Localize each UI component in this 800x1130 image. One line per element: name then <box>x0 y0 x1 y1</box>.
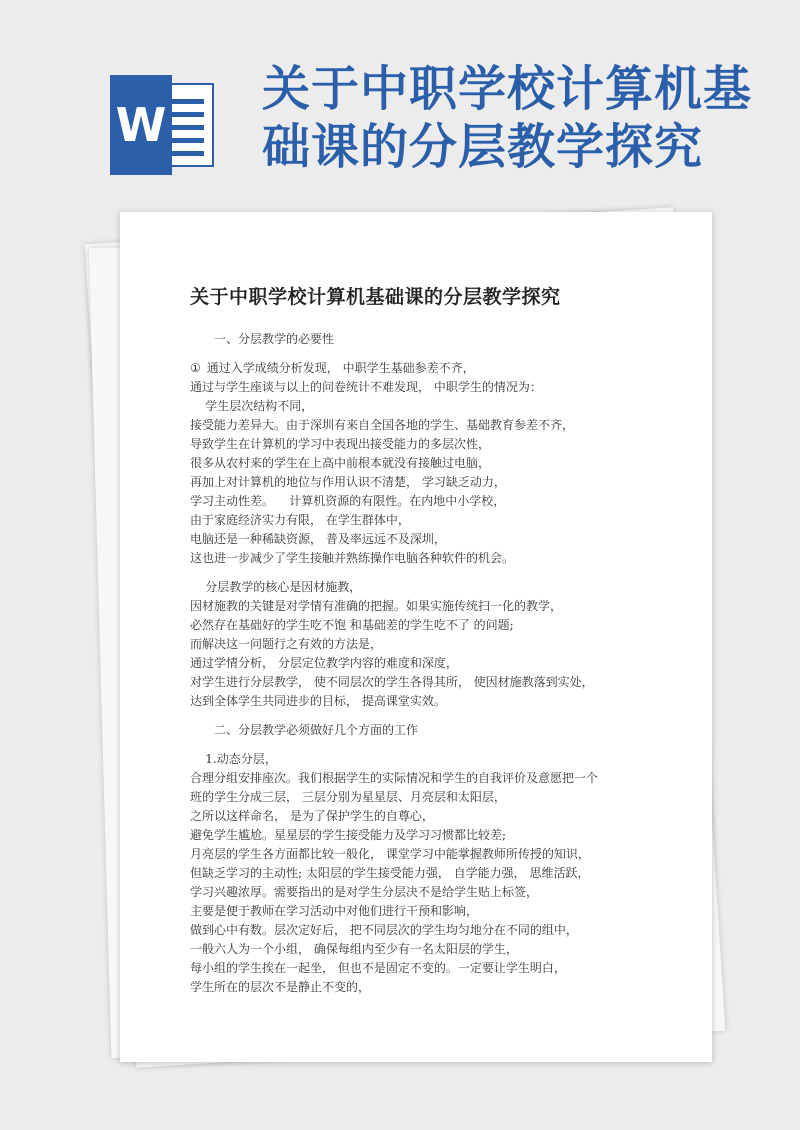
paragraph-line: 每小组的学生挨在一起坐， 但也不是固定不变的。一定要让学生明白， <box>190 961 566 975</box>
document-title: 关于中职学校计算机基础课的分层教学探究 <box>190 286 561 308</box>
document-page <box>120 212 712 1062</box>
paragraph-line: 之所以这样命名， 是为了保护学生的自尊心， <box>190 809 434 823</box>
paragraph-line: 做到心中有数。层次定好后， 把不同层次的学生均匀地分在不同的组中， <box>190 923 578 937</box>
paragraph-line: 而解决这一问题行之有效的方法是， <box>190 637 383 651</box>
section-heading-1: 一、分层教学的必要性 <box>214 332 335 346</box>
paragraph-line: 学习兴趣浓厚。需要指出的是对学生分层决不是给学生贴上标签， <box>190 885 539 899</box>
paragraph-line: 1.动态分层， <box>190 752 277 766</box>
word-document-icon <box>110 75 220 175</box>
banner-title-line-2: 础课的分层教学探究 <box>262 119 704 175</box>
paragraph-line: 学习主动性差。 计算机资源的有限性。在内地中小学校， <box>190 494 506 508</box>
section-heading-2: 二、分层教学必须做好几个方面的工作 <box>214 723 419 737</box>
paragraph-line: 避免学生尴尬。星星层的学生接受能力及学习习惯都比较差; <box>190 828 507 842</box>
paragraph-2 <box>190 578 690 711</box>
document-body <box>190 330 690 997</box>
paragraph-line: ① 通过入学成绩分析发现， 中职学生基础参差不齐， <box>190 361 475 375</box>
paragraph-line: 班的学生分成三层， 三层分别为星星层、月亮层和太阳层， <box>190 790 506 804</box>
paragraph-line: 再加上对计算机的地位与作用认识不清楚， 学习缺乏动力， <box>190 475 506 489</box>
paragraph-line: 对学生进行分层教学， 使不同层次的学生各得其所， 使因材施教落到实处， <box>190 675 594 689</box>
paragraph-line: 但缺乏学习的主动性; 太阳层的学生接受能力强， 自学能力强， 思维活跃， <box>190 866 590 880</box>
paragraph-line: 学生层次结构不同， <box>190 399 314 413</box>
paragraph-line: 很多从农村来的学生在上高中前根本就没有接触过电脑， <box>190 456 491 470</box>
paragraph-line: 必然存在基础好的学生吃不饱 和基础差的学生吃不了 的问题; <box>190 618 514 632</box>
banner <box>0 0 800 215</box>
paragraph-line: 由于家庭经济实力有限， 在学生群体中， <box>190 513 410 527</box>
paragraph-line: 电脑还是一种稀缺资源， 普及率远远不及深圳， <box>190 532 446 546</box>
paragraph-line: 月亮层的学生各方面都比较一般化， 课堂学习中能掌握教师所传授的知识， <box>190 847 590 861</box>
paragraph-line: 通过学情分析， 分层定位教学内容的难度和深度， <box>190 656 458 670</box>
paragraph-line: 主要是便于教师在学习活动中对他们进行干预和影响， <box>190 904 479 918</box>
paragraph-line: 合理分组安排座次。我们根据学生的实际情况和学生的自我评价及意愿把一个 <box>190 771 599 785</box>
paragraph-line: 分层教学的核心是因材施教， <box>190 580 362 594</box>
paragraph-line: 接受能力差异大。由于深圳有来自全国各地的学生、基础教育参差不齐， <box>190 418 575 432</box>
paragraph-line: 这也进一步减少了学生接触并熟练操作电脑各种软件的机会。 <box>190 551 515 565</box>
banner-title <box>262 60 782 176</box>
banner-title-line-1: 关于中职学校计算机基 <box>262 61 753 117</box>
paragraph-line: 导致学生在计算机的学习中表现出接受能力的多层次性， <box>190 437 491 451</box>
paragraph-line: 因材施教的关键是对学情有准确的把握。如果实施传统扫一化的教学， <box>190 599 563 613</box>
circled-number-marker: ① <box>190 361 201 375</box>
paragraph-line: 达到全体学生共同进步的目标， 提高课堂实效。 <box>190 694 446 708</box>
word-letter: W <box>110 75 172 175</box>
paragraph-1 <box>190 359 690 568</box>
paragraph-line: 学生所在的层次不是静止不变的， <box>190 980 371 994</box>
paragraph-3 <box>190 750 690 997</box>
paragraph-line: 一般六人为一个小组， 确保每组内至少有一名太阳层的学生， <box>190 942 518 956</box>
paragraph-line: 通过与学生座谈与以上的问卷统计不难发现， 中职学生的情况为： <box>190 380 542 394</box>
